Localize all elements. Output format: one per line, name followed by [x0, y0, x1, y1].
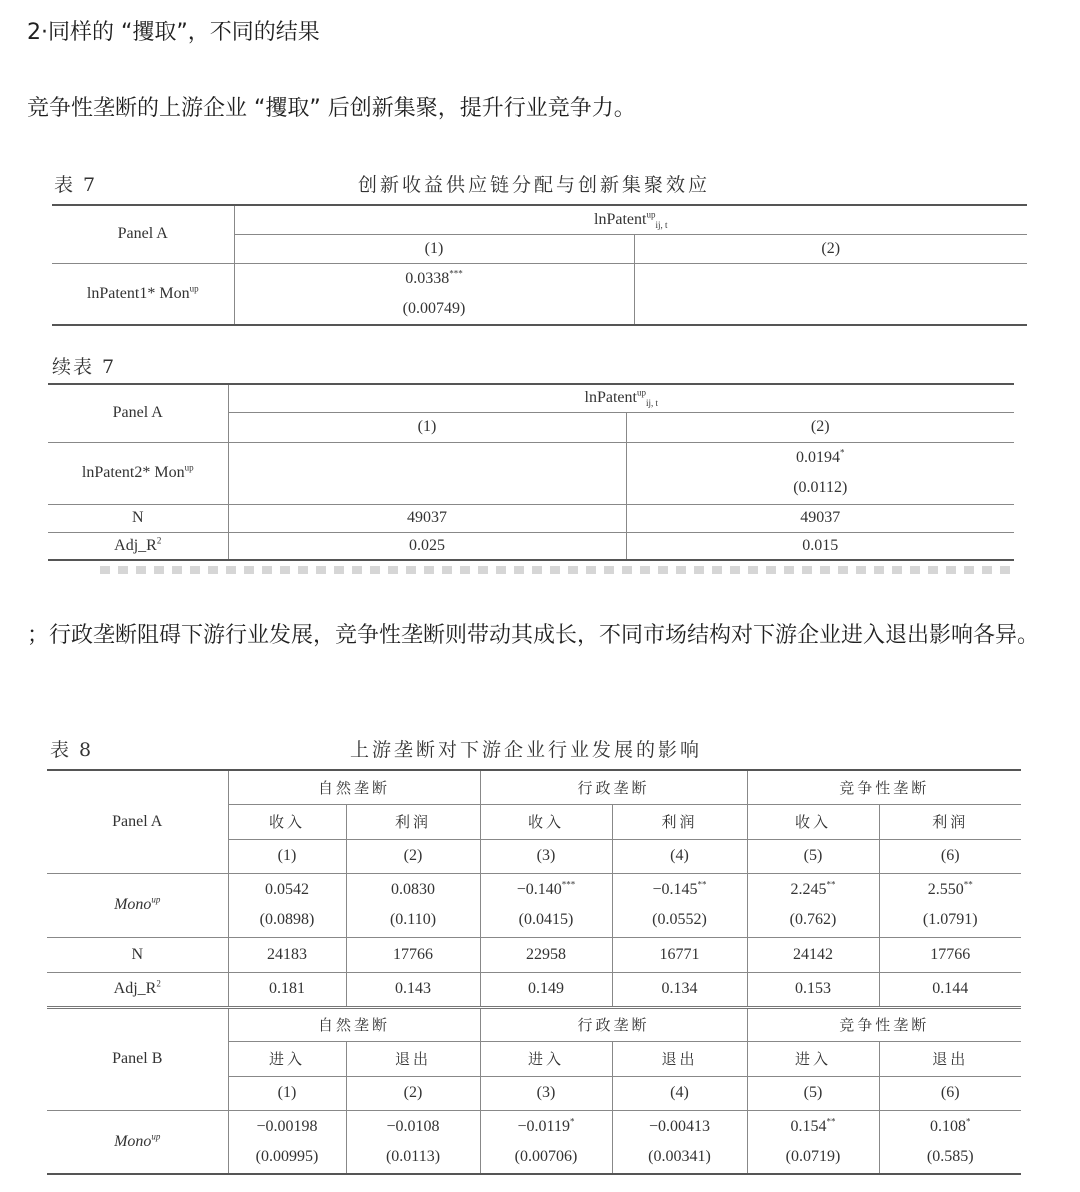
sub-header: 退出	[879, 1041, 1021, 1076]
coef-cell: 0.0194* (0.0112)	[626, 442, 1014, 504]
table8-title: 上游垄断对下游企业行业发展的影响	[350, 739, 703, 761]
empty-cell	[634, 263, 1027, 325]
dep-var-header: lnPatent$^{up}_{ij, t}$	[234, 205, 1027, 234]
mono-label: Mono$^{up}$	[47, 873, 228, 937]
n-cell: 17766	[879, 937, 1021, 972]
sub-header: 收入	[228, 804, 346, 839]
table7b-label: 续表 7	[52, 356, 117, 378]
col-number: (2)	[346, 1076, 480, 1110]
mono-label: Mono$^{up}$	[47, 1110, 228, 1174]
table8-label: 表 8	[50, 739, 94, 761]
coef-cell: 0.0338*** (0.00749)	[234, 263, 634, 325]
group-header: 行政垄断	[480, 770, 747, 804]
col-number: (3)	[480, 839, 612, 873]
coef-cell: 2.550** (1.0791)	[879, 873, 1021, 937]
n-label: N	[47, 937, 228, 972]
col-number: (4)	[612, 1076, 747, 1110]
col-header: (1)	[234, 234, 634, 263]
group-header: 自然垄断	[228, 770, 480, 804]
coef-cell: −0.145** (0.0552)	[612, 873, 747, 937]
r2-cell: 0.025	[228, 532, 626, 560]
sub-header: 收入	[747, 804, 879, 839]
coef-cell: −0.0108 (0.0113)	[346, 1110, 480, 1174]
coef-cell: 2.245** (0.762)	[747, 873, 879, 937]
panel-label: Panel A	[48, 384, 228, 442]
panel-label: Panel A	[52, 205, 234, 263]
r2-cell: 0.143	[346, 972, 480, 1007]
r2-label: $Adj\_R^2$	[48, 532, 228, 560]
col-number: (1)	[228, 839, 346, 873]
n-cell: 49037	[228, 504, 626, 532]
coef-cell: 0.108* (0.585)	[879, 1110, 1021, 1174]
sub-header: 进入	[480, 1041, 612, 1076]
col-header: (1)	[228, 412, 626, 442]
sub-header: 进入	[747, 1041, 879, 1076]
n-cell: 49037	[626, 504, 1014, 532]
coef-cell: 0.154** (0.0719)	[747, 1110, 879, 1174]
group-header: 行政垄断	[480, 1007, 747, 1041]
table8	[47, 769, 1021, 1175]
n-cell: 24142	[747, 937, 879, 972]
sub-header: 利润	[879, 804, 1021, 839]
coef-cell: −0.140*** (0.0415)	[480, 873, 612, 937]
group-header: 竞争性垄断	[747, 1007, 1021, 1041]
sub-header: 退出	[612, 1041, 747, 1076]
r2-cell: 0.149	[480, 972, 612, 1007]
table7-title: 创新收益供应链分配与创新集聚效应	[358, 174, 711, 196]
r2-cell: 0.144	[879, 972, 1021, 1007]
row-label: lnPatent2* Mon$^{up}$	[48, 442, 228, 504]
sub-header: 进入	[228, 1041, 346, 1076]
coef-cell: 0.0542 (0.0898)	[228, 873, 346, 937]
dep-var-header: lnPatent$^{up}_{ij, t}$	[228, 384, 1014, 412]
section-heading: 2·同样的 “攫取”，不同的结果	[27, 20, 320, 45]
body-paragraph: ；行政垄断阻碍下游行业发展，竞争性垄断则带动其成长，不同市场结构对下游企业进入退出影响各异。	[27, 623, 1040, 648]
coef-cell: −0.00198 (0.00995)	[228, 1110, 346, 1174]
sub-header: 退出	[346, 1041, 480, 1076]
col-number: (6)	[879, 839, 1021, 873]
cropped-text-line	[100, 566, 1010, 574]
coef-cell: −0.0119* (0.00706)	[480, 1110, 612, 1174]
r2-cell: 0.134	[612, 972, 747, 1007]
panel-b-label: Panel B	[47, 1007, 228, 1110]
col-number: (3)	[480, 1076, 612, 1110]
col-number: (6)	[879, 1076, 1021, 1110]
col-number: (4)	[612, 839, 747, 873]
coef-cell: 0.0830 (0.110)	[346, 873, 480, 937]
col-header: (2)	[626, 412, 1014, 442]
intro-paragraph: 竞争性垄断的上游企业 “攫取” 后创新集聚，提升行业竞争力。	[27, 96, 636, 121]
r2-cell: 0.015	[626, 532, 1014, 560]
table7-label: 表 7	[54, 174, 98, 196]
group-header: 竞争性垄断	[747, 770, 1021, 804]
col-header: (2)	[634, 234, 1027, 263]
table7	[52, 204, 1027, 326]
col-number: (5)	[747, 839, 879, 873]
n-label: N	[48, 504, 228, 532]
n-cell: 17766	[346, 937, 480, 972]
r2-cell: 0.153	[747, 972, 879, 1007]
col-number: (5)	[747, 1076, 879, 1110]
sub-header: 利润	[612, 804, 747, 839]
sub-header: 利润	[346, 804, 480, 839]
coef-cell: −0.00413 (0.00341)	[612, 1110, 747, 1174]
r2-label: $Adj\_R^2$	[47, 972, 228, 1007]
group-header: 自然垄断	[228, 1007, 480, 1041]
n-cell: 24183	[228, 937, 346, 972]
sub-header: 收入	[480, 804, 612, 839]
empty-cell	[228, 442, 626, 504]
n-cell: 22958	[480, 937, 612, 972]
panel-a-label: Panel A	[47, 770, 228, 873]
col-number: (1)	[228, 1076, 346, 1110]
row-label: lnPatent1* Mon$^{up}$	[52, 263, 234, 325]
table7-continued	[48, 383, 1014, 561]
n-cell: 16771	[612, 937, 747, 972]
col-number: (2)	[346, 839, 480, 873]
r2-cell: 0.181	[228, 972, 346, 1007]
